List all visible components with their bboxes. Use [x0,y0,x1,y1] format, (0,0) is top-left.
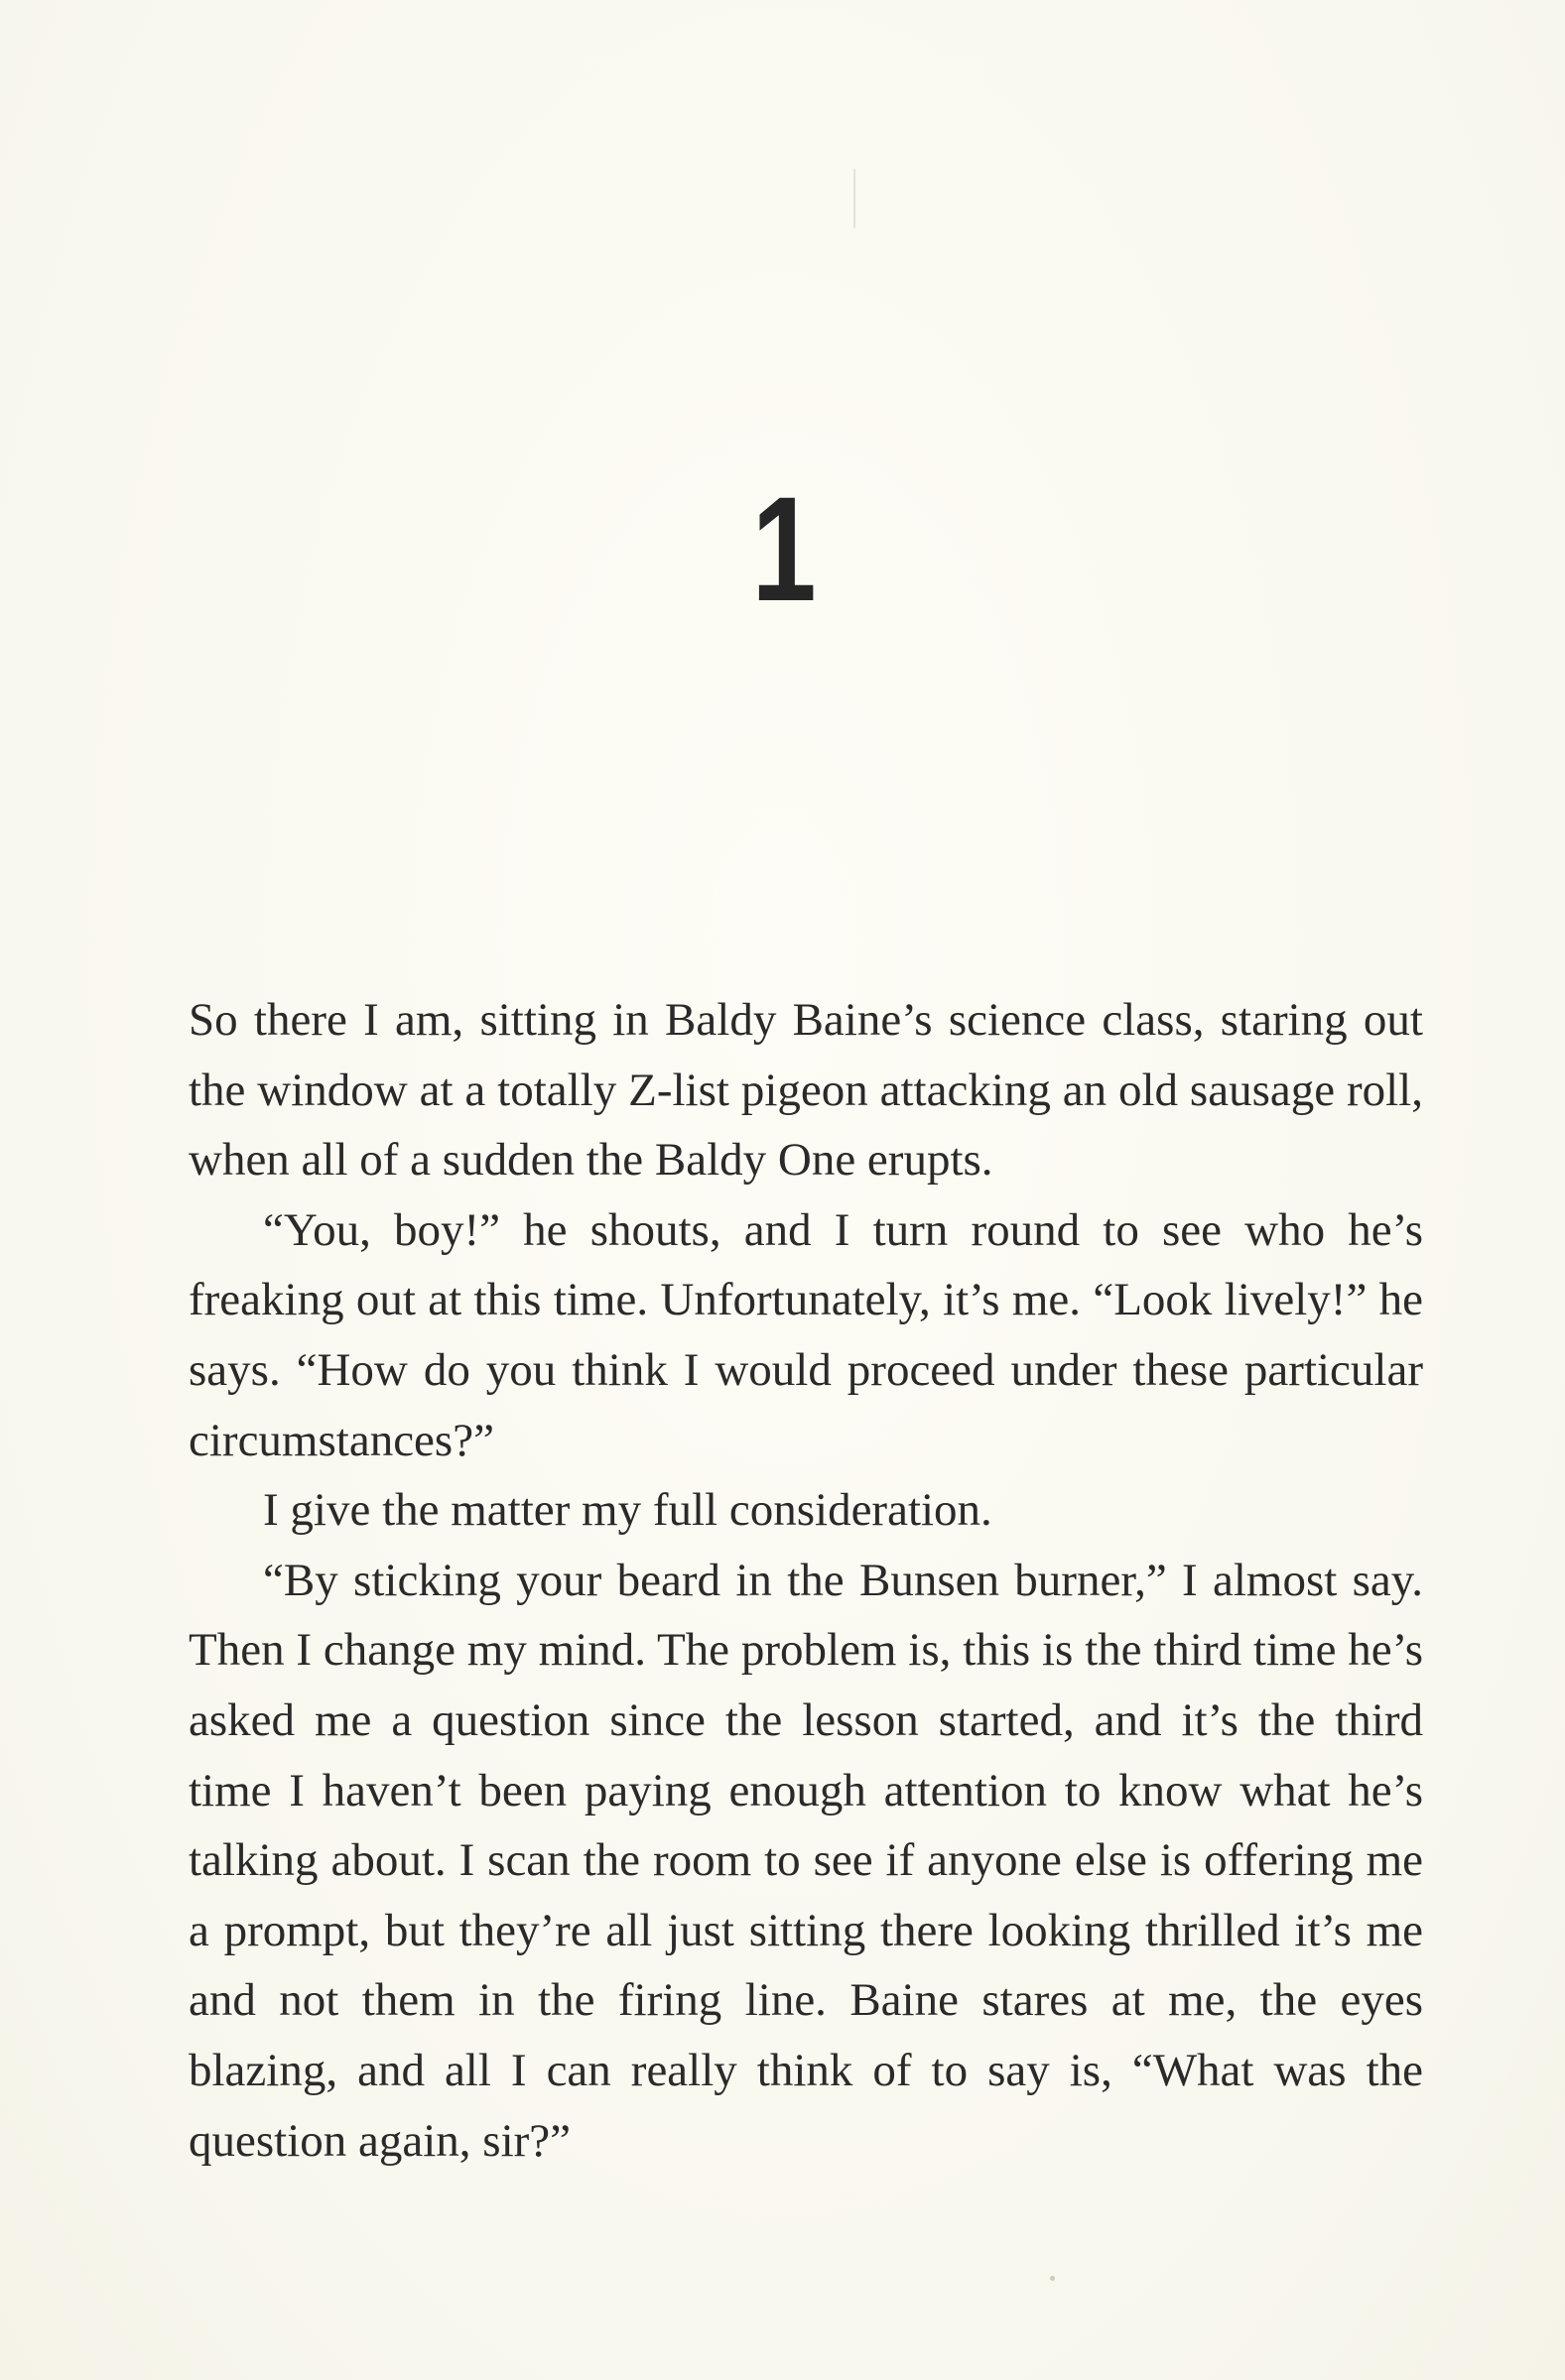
paper-speck [1050,2276,1055,2281]
chapter-number: 1 [751,465,814,632]
chapter-body-text [189,985,1423,2176]
paragraph-3: I give the matter my full consideration. [263,1484,992,1537]
paper-speck [853,169,855,228]
paragraph-4: “By sticking your beard in the Bunsen burner,” I almost say. Then I change my mind. The problem is, this is the third time he’s asked me a question since the lesson started, and it’s the third time I haven’t been paying enough attention to know what he’s talking about. I scan the room to see if anyone else is offering me a prompt, but they’re all just sitting there looking thrilled it’s me and not them in the firing line. Baine stares at me, the eyes blazing, and all I can really think of to say is, “What was the question again, sir?” [189,1554,1423,2167]
paragraph-2: “You, boy!” he shouts, and I turn round to see who he’s freaking out at this time. Unfortunately, it’s me. “Look lively!” he says. “How do you think I would proceed under these particular circumstances?” [189,1203,1423,1466]
paragraph-1: So there I am, sitting in Baldy Baine’s science class, staring out the window at a totally Z-list pigeon attacking an old sausage roll, when all of a sudden the Baldy One erupts. [189,994,1423,1187]
